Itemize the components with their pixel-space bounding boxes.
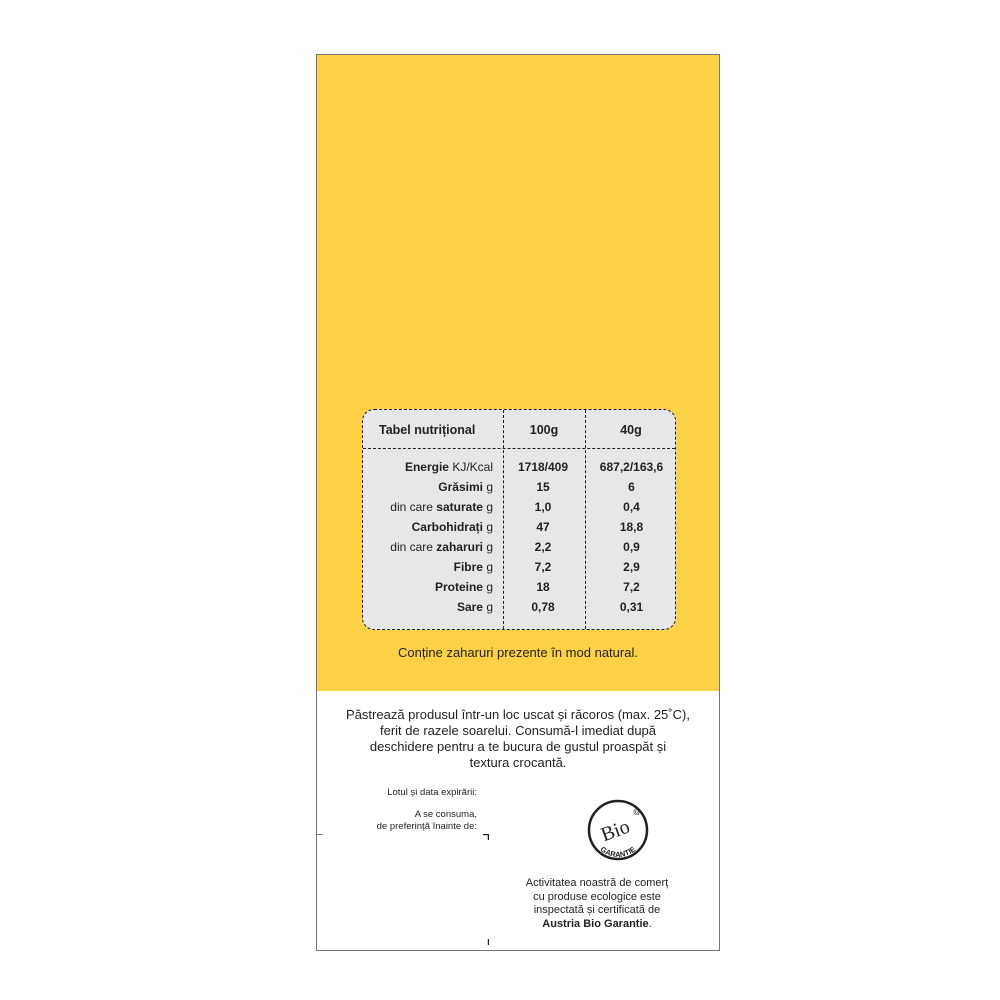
nutrient-name: Proteine	[434, 580, 483, 594]
value-per-100g: 1,0	[534, 500, 552, 514]
nutrient-name: zaharuri	[436, 540, 483, 554]
print-area-corner-mark	[483, 834, 489, 840]
value-per-100g: 7,2	[534, 560, 552, 574]
storage-instructions	[317, 707, 719, 771]
value-per-40g: 2,9	[623, 560, 640, 574]
certification-note	[512, 877, 682, 931]
cert-line: cu produse ecologice este	[533, 890, 661, 903]
cert-line: inspectată și certificată de	[533, 904, 661, 916]
seal-mark: @	[633, 807, 642, 816]
value-per-100g: 15	[536, 480, 550, 494]
value-per-100g: 2,2	[534, 540, 552, 554]
certifier-name: Austria Bio Garantie	[542, 917, 649, 930]
nutrition-row	[363, 580, 675, 600]
nutrient-name: Sare	[456, 600, 483, 614]
cert-line: Activitatea noastră de comerț	[525, 877, 669, 889]
nutrient-name: Energie	[404, 460, 449, 474]
nutrition-row	[363, 560, 675, 580]
nutrient-name: Fibre	[453, 560, 483, 574]
nutrient-prefix: din care	[390, 500, 437, 514]
nutrient-label	[412, 520, 493, 534]
nutrient-unit: g	[482, 480, 493, 494]
nutrient-label	[390, 540, 493, 554]
cert-period: .	[648, 917, 652, 930]
nutrient-unit: g	[482, 540, 493, 554]
print-area-corner-mark	[317, 834, 323, 840]
nutrient-name: Carbohidrați	[411, 520, 483, 534]
value-per-40g: 687,2/163,6	[599, 460, 664, 474]
nutrition-row	[363, 600, 675, 620]
nutrition-row	[363, 520, 675, 540]
seal-garantie-text: GARANTIE	[598, 844, 638, 860]
nutrient-unit: g	[482, 520, 493, 534]
value-per-40g: 0,31	[619, 600, 644, 614]
column-header-100g: 100g	[529, 423, 559, 437]
nutrient-name: Grăsimi	[438, 480, 483, 494]
nutrition-table	[362, 409, 676, 630]
seal-bio-text: Bio	[597, 815, 633, 847]
nutrient-unit: g	[482, 600, 493, 614]
value-per-40g: 6	[628, 480, 635, 494]
nutrient-label	[390, 500, 493, 514]
lot-expiry-info	[317, 787, 477, 833]
nutrition-row	[363, 480, 675, 500]
nutrient-unit: g	[482, 560, 493, 574]
nutrient-label	[438, 480, 493, 494]
nutrient-label	[405, 460, 493, 474]
nutrient-unit: KJ/Kcal	[448, 460, 493, 474]
storage-line: deschidere pentru a te bucura de gustul proaspăt și	[369, 739, 667, 754]
nutrient-label	[435, 580, 493, 594]
value-per-100g: 18	[536, 580, 550, 594]
nutrient-label	[457, 600, 493, 614]
product-label-panel	[316, 54, 720, 951]
nutrition-row	[363, 540, 675, 560]
lot-label: Lotul și data expirării:	[387, 787, 477, 798]
best-before-label: A se consuma,	[414, 809, 477, 820]
natural-sugars-note: Conține zaharuri prezente în mod natural.	[398, 645, 638, 660]
value-per-40g: 18,8	[619, 520, 644, 534]
column-header-40g: 40g	[620, 423, 642, 437]
nutrition-row	[363, 500, 675, 520]
nutrient-unit: g	[482, 500, 493, 514]
storage-line: textura crocantă.	[469, 755, 567, 770]
cert-line-last	[512, 918, 682, 932]
value-per-100g: 47	[536, 520, 550, 534]
value-per-100g: 1718/409	[517, 460, 569, 474]
value-per-40g: 7,2	[623, 580, 640, 594]
bio-garantie-seal-icon	[573, 790, 663, 870]
table-divider	[363, 448, 675, 449]
storage-line: Păstrează produsul într-un loc uscat și răcoros (max. 25˚C),	[346, 707, 690, 722]
value-per-40g: 0,9	[623, 540, 640, 554]
print-area-corner-mark	[483, 939, 489, 945]
value-per-100g: 0,78	[531, 600, 555, 614]
nutrient-name: saturate	[436, 500, 483, 514]
nutrition-table-title: Tabel nutrițional	[379, 423, 476, 437]
nutrition-row	[363, 460, 675, 480]
value-per-40g: 0,4	[623, 500, 640, 514]
nutrient-unit: g	[482, 580, 493, 594]
nutrient-prefix: din care	[390, 540, 437, 554]
best-before-label: de preferință înainte de:	[376, 821, 477, 832]
nutrient-label	[454, 560, 493, 574]
storage-line: ferit de razele soarelui. Consumă-l imediat după	[379, 723, 657, 738]
